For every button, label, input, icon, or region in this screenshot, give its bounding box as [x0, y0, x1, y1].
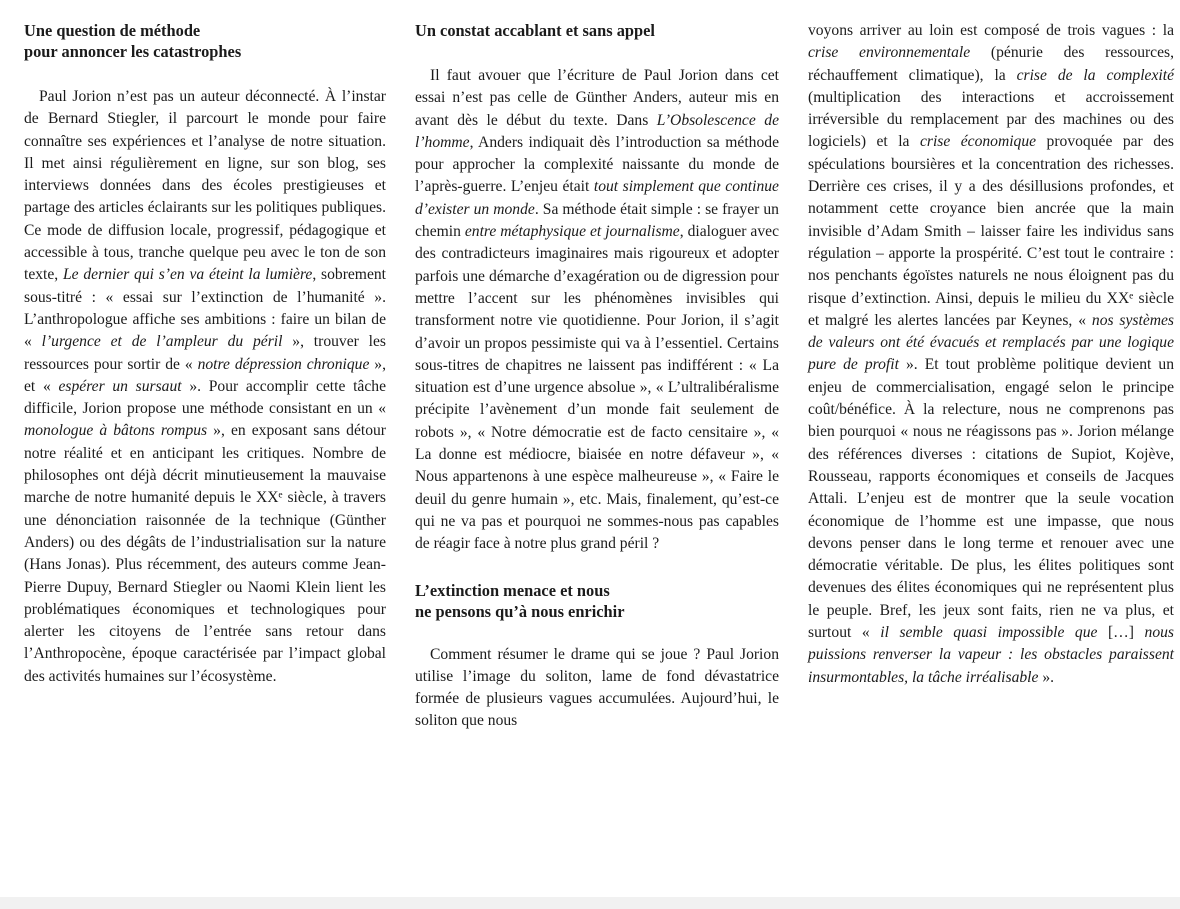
heading-line: pour annoncer les catastrophes — [24, 42, 242, 61]
text-columns — [24, 20, 1174, 733]
column-3 — [808, 20, 1174, 733]
heading-line: L’extinction menace et nous — [415, 580, 610, 600]
paragraph-crises: voyons arriver au loin est composé de trois vagues : la crise environnementale (pénurie des ressources, réchauffement climatique), la crise de la complexité (multiplication des interactions et accroissement irréversible du remplacement par des machines ou des logiciels) et la crise économique provoquée par des spéculations boursières et la concentration des richesses. Derrière ces crises, il y a des désillusions profondes, et notamment cette croyance bien ancrée que la main invisible d’Adam Smith – laisser faire les individus sans régulation – apporte la prospérité. C’est tout le contraire : nos penchants égoïstes naturels ne nous éloignent pas du risque d’extinction. Ainsi, depuis le milieu du XXᵉ siècle et malgré les alertes lancées par Keynes, « nos systèmes de valeurs ont été évacués et remplacés par une logique pure de profit ». Et tout problème politique devient un enjeu de commercialisation, engagé selon le principe coût/bénéfice. À la relecture, nous ne comprenons pas bien pourquoi « nous ne réagissons pas ». Jorion mélange des références diverses : citations de Supiot, Kojève, Rousseau, rapports économiques et conseils de Jacques Attali. L’enjeu est de montrer que la seule vocation économique de l’homme est une impasse, que nous devons penser dans le long terme et renouer avec une démocratie véritable. De plus, les élites politiques sont devenues des élites économiques qui ne représentent plus le peuple. Bref, les jeux sont faits, rien ne va plus, et surtout « il semble quasi impossible que […] nous puissions renverser la vapeur : les obstacles paraissent insurmontables, la tâche irréalisable ». — [808, 22, 1174, 686]
section-heading-extinction — [415, 580, 779, 622]
page-bottom-strip — [0, 897, 1180, 909]
heading-line: Un constat accablant et sans appel — [415, 21, 655, 40]
heading-line: ne pensons qu’à nous enrichir — [415, 601, 625, 621]
column-1 — [24, 20, 386, 733]
heading-line: Une question de méthode — [24, 21, 201, 40]
paragraph-soliton: Comment résumer le drame qui se joue ? Paul Jorion utilise l’image du soliton, lame de fond dévastatrice formée de plusieurs vagues accumulées. Aujourd’hui, le soliton que nous — [415, 645, 779, 730]
paragraph-anders: Il faut avouer que l’écriture de Paul Jorion dans cet essai n’est pas celle de Günther Anders, auteur mis en avant dès le début du texte. Dans L’Obsolescence de l’homme, Anders indiquait dès l’introduction sa méthode pour approcher la complexité naissante du monde de l’après-guerre. L’enjeu était tout simplement que continue d’exister un monde. Sa méthode était simple : se frayer un chemin entre métaphysique et journalisme, dialoguer avec des contradicteurs imaginaires mais rigoureux et adopter parfois une démarche d’exagération ou de digression pour mettre l’accent sur les phénomènes invisibles qui transforment notre vie quotidienne. Pour Jorion, il s’agit d’avoir un propos pessimiste qui va à l’essentiel. Certains sous-titres de chapitres ne laissent pas indifférent : « La situation est d’une urgence absolue », « L’ultralibéralisme précipite l’avènement d’un monde fait seulement de robots », « Notre démocratie est de facto censitaire », « La donne est médiocre, biaisée en notre défaveur », « Nous appartenons à une espèce malheureuse », « Faire le deuil du genre humain », etc. Mais, finalement, qu’est-ce qui ne va pas et pourquoi ne sommes-nous pas capables de réagir face à notre plus grand péril ? — [415, 67, 779, 553]
section-heading-constat — [415, 20, 779, 41]
section-heading-methode — [24, 20, 386, 62]
column-2 — [415, 20, 779, 733]
paragraph-jorion-intro: Paul Jorion n’est pas un auteur déconnecté. À l’instar de Bernard Stiegler, il parcourt le monde pour faire connaître ses expériences et l’analyse de notre situation. Il met ainsi régulièrement en ligne, sur son blog, ses interviews données dans des écoles prestigieuses et partage des articles éclairants sur les politiques publiques. Ce mode de diffusion locale, progressif, pédagogique et accessible à tous, tranche quelque peu avec le ton de son texte, Le dernier qui s’en va éteint la lumière, sobrement sous-titré : « essai sur l’extinction de l’humanité ». L’anthropologue affiche ses ambitions : faire un bilan de « l’urgence et de l’ampleur du péril », trouver les ressources pour sortir de « notre dépression chronique », et « espérer un sursaut ». Pour accomplir cette tâche difficile, Jorion propose une méthode consistant en un « monologue à bâtons rompus », en exposant sans détour notre réalité et en anticipant les critiques. Nombre de philosophes ont déjà décrit minutieusement la mauvaise marche de notre humanité depuis le XXᵉ siècle, à travers une dénonciation raisonnée de la technique (Günther Anders) ou des dégâts de l’industrialisation sur la nature (Hans Jonas). Plus récemment, des auteurs comme Jean-Pierre Dupuy, Bernard Stiegler ou Naomi Klein lient les problématiques économiques et technologiques pour alerter les citoyens de l’entrée sans retour dans l’Anthropocène, époque caractérisée par l’impact global des activités humaines sur l’écosystème. — [24, 88, 386, 685]
